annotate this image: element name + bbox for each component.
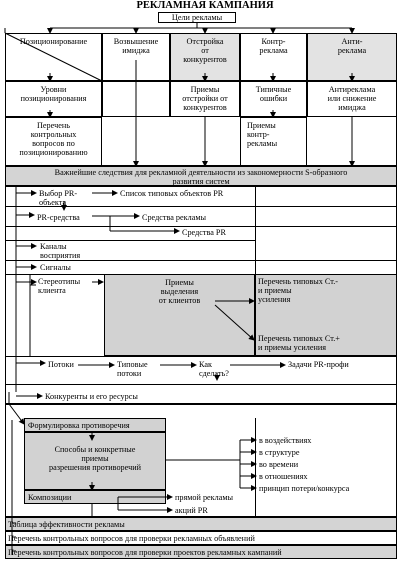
typical-list-2: Перечень типовых Ст.+ и приемы усиления xyxy=(258,334,340,352)
option-time: во времени xyxy=(259,460,299,469)
s-curve-corollaries: Важнейшие следствия для рекламной деятельности из закономерности S-образного развития систем xyxy=(5,166,397,186)
option-impact: в воздействиях xyxy=(259,436,312,445)
goal-counter-ad: Контр- реклама xyxy=(240,33,307,81)
option-structure: в структуре xyxy=(259,448,300,457)
typical-flows: Типовые потоки xyxy=(117,360,148,378)
goal-anti-ad: Анти- реклама xyxy=(307,33,397,81)
client-stereotypes: Стереотипы клиента xyxy=(38,277,81,295)
channels: Каналы восприятия xyxy=(40,242,81,260)
goal-image: Возвышение имиджа xyxy=(102,33,170,81)
pr-object-list: Список типовых объектов PR xyxy=(120,189,224,198)
goal-competitors: Отстройка от конкурентов xyxy=(170,33,240,81)
positioning-checklist: Перечень контрольных вопросов по позиционированию xyxy=(5,117,102,166)
option-loss: принцип потери/конкурса xyxy=(259,484,350,493)
ad-effectiveness-table: Таблица эффективности рекламы xyxy=(5,517,397,531)
choose-pr-object: Выбор PR- объекта xyxy=(39,189,78,207)
ad-checklist: Перечень контрольных вопросов для проверки рекламных объявлений xyxy=(5,531,397,545)
ad-means: Средства рекламы xyxy=(142,213,207,222)
goals-label: Цели рекламы xyxy=(171,13,223,22)
compositions: Композиции xyxy=(24,490,166,504)
contradiction-formulation: Формулировка противоречия xyxy=(24,418,166,432)
competitors-resources: Конкуренты и его ресурсы xyxy=(45,392,138,401)
option-relations: в отношениях xyxy=(259,472,308,481)
direct-ad: прямой рекламы xyxy=(175,493,234,502)
anti-ad-image: Антиреклама или снижение имиджа xyxy=(307,81,397,117)
pr-means: PR-средства xyxy=(37,213,80,222)
goal-positioning: Позиционирование xyxy=(5,33,102,81)
contradiction-methods: Способы и конкретные приемы разрешения противоречий xyxy=(24,432,166,490)
typical-list-1: Перечень типовых Ст.- и приемы усиления xyxy=(258,277,339,304)
how-to: Как сделать? xyxy=(199,360,229,378)
signals: Сигналы xyxy=(40,263,71,272)
pr-pro-tasks: Задачи PR-профи xyxy=(288,360,349,369)
techniques-box: Приемы выделения от клиентов xyxy=(104,274,255,356)
typical-errors: Типичные ошибки xyxy=(240,81,307,117)
campaign-checklist: Перечень контрольных вопросов для проверки проектов рекламных кампаний xyxy=(5,545,397,559)
page-title: РЕКЛАМНАЯ КАМПАНИЯ xyxy=(136,0,274,11)
positioning-levels: Уровни позиционирования xyxy=(5,81,102,117)
pr-tools: Средства PR xyxy=(182,228,226,237)
counter-ad-techniques: Приемы контр- рекламы xyxy=(240,117,307,166)
competitor-techniques: Приемы отстройки от конкурентов xyxy=(170,81,240,117)
pr-actions: акций PR xyxy=(175,506,208,515)
flows: Потоки xyxy=(48,360,74,369)
